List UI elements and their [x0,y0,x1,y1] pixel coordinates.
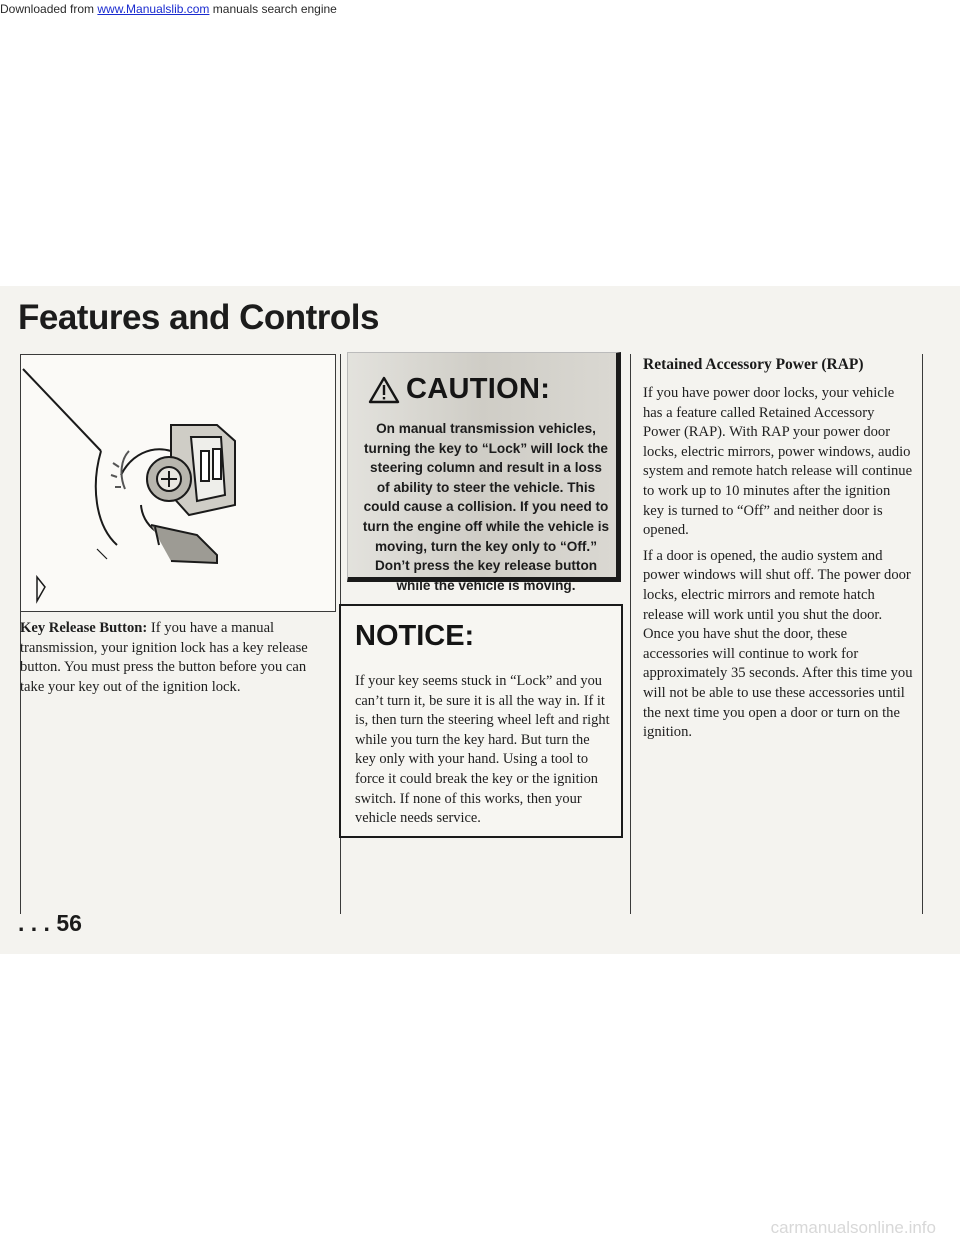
warning-triangle-icon [368,376,400,404]
caution-box [347,352,621,593]
rap-text [643,384,913,749]
ignition-lock-illustration [20,354,336,612]
manualslib-link[interactable]: www.Manualslib.com [97,2,210,16]
watermark-text: carmanualsonline.info [770,1218,936,1237]
banner-prefix: Downloaded from [0,2,98,16]
key-release-label: Key Release Button: [20,620,148,636]
notice-text: If your key seems stuck in “Lock” and you can’t turn it, be sure it is all the way in. If it is, then turn the steering wheel left and right while you turn the key hard. But turn the key only with your hand. Using a tool to force it could break the key or the ignition switch. If none of this works, then your vehicle needs service. [355,673,610,827]
notice-box [339,604,623,838]
rap-heading: Retained Accessory Power (RAP) [643,356,864,373]
section-title: Features and Controls [18,298,379,337]
rap-paragraph: If you have power door locks, your vehicle has a feature called Retained Accessory Power (RAP). With RAP your power door locks, electric mirrors, power windows, audio system and remote hatch release will continue to work up to 10 minutes after the ignition key is turned to “Off” and neither door is opened. [643,385,913,539]
ignition-lock-drawing [21,355,335,611]
key-release-text: If you have a manual transmission, your ignition lock has a key release button. You must press the button before you can take your key out of the ignition lock. [20,620,308,695]
rap-paragraph: If a door is opened, the audio system and power windows will shut off. The power door locks, electric mirrors and remote hatch release will work until you shut the door. Once you have shut the door, these accessories will continue to work for approximately 35 seconds. After this time you will not be able to use these accessories until the next time you open a door or turn on the ignition. [643,547,913,741]
notice-title: NOTICE: [355,620,475,652]
banner-suffix: manuals search engine [209,2,337,16]
caution-header [368,373,550,406]
watermark-footer [0,1216,960,1242]
page-number: . . . 56 [18,910,82,936]
column-divider [630,354,631,914]
caution-title: CAUTION: [406,373,551,405]
column-divider [922,354,923,914]
caution-text: On manual transmission vehicles, turning the key to “Lock” will lock the steering column and result in a loss of ability to steer the vehicle. This could cause a collision. If you need to turn the engine off while the vehicle is moving, turn the key only to “Off.” Don’t press the key release button while the vehicle is moving. [362,421,610,593]
download-banner [0,0,960,24]
key-release-paragraph [20,619,320,703]
